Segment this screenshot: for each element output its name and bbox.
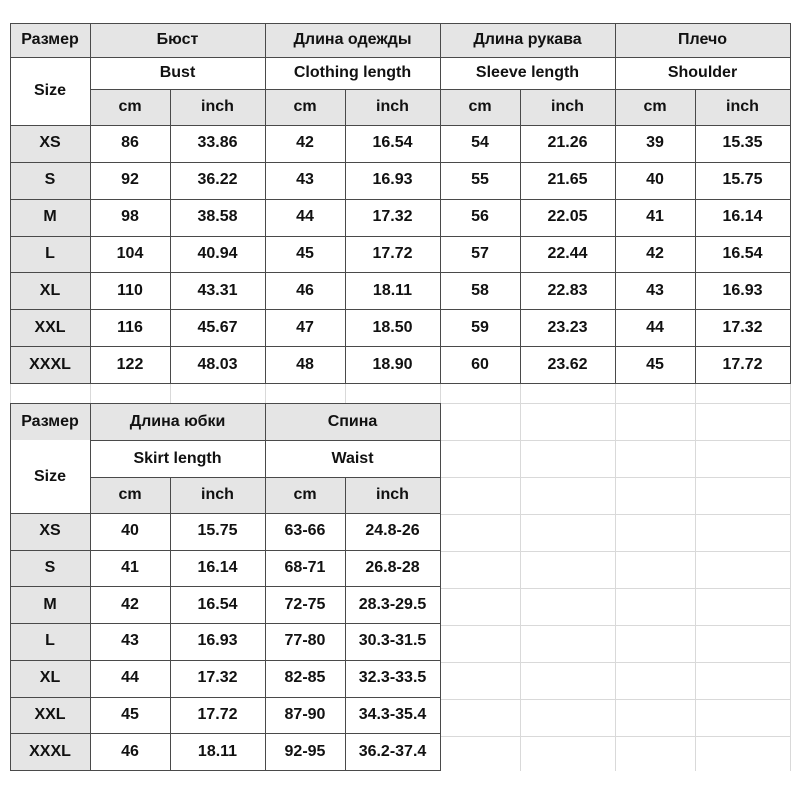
table-cell: 48 <box>296 355 314 373</box>
table-cell: 43 <box>646 281 664 299</box>
table-cell: 32.3-33.5 <box>358 669 427 687</box>
table-cell: 86 <box>121 134 139 152</box>
table-cell: 60 <box>471 355 489 373</box>
table-rule <box>170 477 171 771</box>
table-cell: 46 <box>296 281 314 299</box>
table-rule <box>10 23 11 384</box>
table-rule <box>790 23 791 384</box>
size-header-ru: Размер <box>10 403 90 440</box>
table-cell: 18.50 <box>372 318 413 336</box>
measure-header-ru: Спина <box>265 403 440 440</box>
unit-header: inch <box>345 89 440 125</box>
table-cell: 92 <box>121 171 139 189</box>
unit-header: inch <box>345 477 440 513</box>
table-cell: 72-75 <box>284 595 326 613</box>
table-rule <box>615 383 616 771</box>
size-header-ru: Размер <box>10 23 90 57</box>
table-cell: 40 <box>121 522 139 540</box>
measure-header-ru: Длина одежды <box>265 23 440 57</box>
table-cell: 82-85 <box>284 669 326 687</box>
table-rule <box>10 513 441 514</box>
table-cell: 30.3-31.5 <box>358 632 427 650</box>
table-cell: 17.72 <box>197 705 238 723</box>
unit-header: cm <box>615 89 695 125</box>
size-cell: XXL <box>10 697 90 734</box>
table-rule <box>90 383 91 404</box>
size-cell: XS <box>10 513 90 550</box>
table-cell: 59 <box>471 318 489 336</box>
table-rule <box>265 383 266 404</box>
table-cell: 44 <box>296 208 314 226</box>
table-rule <box>10 383 791 384</box>
measure-header-ru: Длина юбки <box>90 403 265 440</box>
size-cell: L <box>10 236 90 273</box>
table-rule <box>10 697 441 698</box>
table-cell: 18.90 <box>372 355 413 373</box>
table-rule <box>10 770 441 771</box>
table-cell: 28.3-29.5 <box>358 595 427 613</box>
table-cell: 36.2-37.4 <box>358 742 427 760</box>
table-rule <box>345 477 346 771</box>
table-cell: 54 <box>471 134 489 152</box>
table-cell: 45 <box>121 705 139 723</box>
table-cell: 16.93 <box>722 281 763 299</box>
table-cell: 18.11 <box>197 742 238 760</box>
table-cell: 68-71 <box>284 559 326 577</box>
table-rule <box>265 403 266 771</box>
table-cell: 17.72 <box>722 355 763 373</box>
table-rule <box>10 236 791 237</box>
measure-header-ru: Длина рукава <box>440 23 615 57</box>
table-rule <box>615 23 616 384</box>
table-cell: 16.14 <box>722 208 763 226</box>
measure-header-en: Waist <box>331 449 374 467</box>
table-cell: 77-80 <box>284 632 326 650</box>
table-cell: 56 <box>471 208 489 226</box>
table-cell: 41 <box>121 559 139 577</box>
table-cell: 42 <box>296 134 314 152</box>
unit-header: cm <box>90 89 170 125</box>
table-cell: 15.75 <box>197 522 238 540</box>
table-cell: 16.93 <box>372 171 413 189</box>
table-cell: 122 <box>116 355 144 373</box>
table-rule <box>10 550 441 551</box>
table-cell: 16.93 <box>197 632 238 650</box>
size-cell: XXXL <box>10 346 90 383</box>
table-cell: 45.67 <box>197 318 238 336</box>
table-rule <box>170 89 171 384</box>
unit-header: inch <box>520 89 615 125</box>
unit-header: inch <box>170 89 265 125</box>
table-rule <box>90 403 91 771</box>
measure-header-en: Sleeve length <box>475 64 580 81</box>
table-cell: 16.54 <box>197 595 238 613</box>
measure-header-en: Shoulder <box>667 64 738 81</box>
table-cell: 17.72 <box>372 244 413 262</box>
size-cell: XL <box>10 272 90 309</box>
unit-header: inch <box>170 477 265 513</box>
measure-header-en: Clothing length <box>293 64 412 81</box>
unit-header: cm <box>90 477 170 513</box>
table-rule <box>10 660 441 661</box>
table-cell: 43.31 <box>197 281 238 299</box>
table-cell: 39 <box>646 134 664 152</box>
table-cell: 18.11 <box>372 281 413 299</box>
size-cell: L <box>10 623 90 660</box>
table-cell: 17.32 <box>372 208 413 226</box>
table-cell: 40 <box>646 171 664 189</box>
measure-header-en: Bust <box>159 64 196 81</box>
table-cell: 44 <box>646 318 664 336</box>
table-rule <box>265 23 266 384</box>
table-cell: 38.58 <box>197 208 238 226</box>
table-cell: 92-95 <box>284 742 326 760</box>
table-cell: 116 <box>117 318 143 336</box>
unit-header: cm <box>265 477 345 513</box>
size-cell: XS <box>10 125 90 162</box>
table-cell: 17.32 <box>722 318 763 336</box>
size-label: Size <box>33 467 66 485</box>
table-cell: 40.94 <box>197 244 238 262</box>
table-rule <box>10 125 791 126</box>
table-rule <box>10 403 441 404</box>
table-rule <box>520 383 521 771</box>
unit-header: cm <box>440 89 520 125</box>
table-cell: 26.8-28 <box>365 559 420 577</box>
table-cell: 42 <box>121 595 139 613</box>
table-rule <box>790 383 791 771</box>
table-rule <box>10 162 791 163</box>
table-cell: 57 <box>471 244 489 262</box>
table-cell: 36.22 <box>197 171 238 189</box>
size-cell: S <box>10 162 90 199</box>
size-cell: XXXL <box>10 733 90 770</box>
table-cell: 21.65 <box>547 171 588 189</box>
table-rule <box>10 57 91 58</box>
table-cell: 23.62 <box>547 355 588 373</box>
table-cell: 15.75 <box>722 171 763 189</box>
measure-header-en: Skirt length <box>133 449 222 467</box>
table-rule <box>345 89 346 384</box>
table-cell: 48.03 <box>197 355 238 373</box>
table-cell: 46 <box>121 742 139 760</box>
table-rule <box>440 23 441 384</box>
table-rule <box>90 23 91 384</box>
size-cell: M <box>10 199 90 236</box>
table-rule <box>10 309 791 310</box>
size-cell: XL <box>10 660 90 697</box>
table-cell: 15.35 <box>722 134 763 152</box>
table-rule <box>440 403 441 771</box>
table-cell: 22.44 <box>547 244 588 262</box>
size-cell: M <box>10 586 90 623</box>
table-cell: 24.8-26 <box>365 522 420 540</box>
table-cell: 55 <box>471 171 489 189</box>
table-rule <box>10 272 791 273</box>
unit-header: cm <box>265 89 345 125</box>
table-cell: 22.83 <box>547 281 588 299</box>
table-rule <box>695 383 696 771</box>
size-label: Size <box>33 82 66 99</box>
table-cell: 43 <box>296 171 314 189</box>
table-cell: 47 <box>296 318 314 336</box>
table-rule <box>10 383 11 404</box>
table-cell: 44 <box>121 669 139 687</box>
table-cell: 98 <box>121 208 139 226</box>
table-cell: 110 <box>117 281 143 299</box>
table-cell: 17.32 <box>197 669 238 687</box>
size-cell: S <box>10 550 90 587</box>
table-cell: 21.26 <box>547 134 588 152</box>
table-cell: 34.3-35.4 <box>358 705 427 723</box>
table-cell: 22.05 <box>547 208 588 226</box>
table-cell: 63-66 <box>284 522 326 540</box>
table-cell: 41 <box>646 208 664 226</box>
table-rule <box>520 89 521 384</box>
table-cell: 16.54 <box>722 244 763 262</box>
table-cell: 43 <box>121 632 139 650</box>
table-rule <box>345 383 346 404</box>
measure-header-ru: Бюст <box>90 23 265 57</box>
table-cell: 33.86 <box>197 134 238 152</box>
table-rule <box>10 586 441 587</box>
table-cell: 42 <box>646 244 664 262</box>
table-cell: 58 <box>471 281 489 299</box>
table-cell: 23.23 <box>547 318 588 336</box>
unit-header: inch <box>695 89 790 125</box>
table-rule <box>10 403 11 771</box>
table-rule <box>10 733 441 734</box>
table-cell: 104 <box>116 244 144 262</box>
table-cell: 45 <box>296 244 314 262</box>
table-cell: 16.14 <box>197 559 238 577</box>
measure-header-ru: Плечо <box>615 23 790 57</box>
table-cell: 16.54 <box>372 134 413 152</box>
table-cell: 45 <box>646 355 664 373</box>
table-rule <box>170 383 171 404</box>
table-rule <box>10 23 791 24</box>
table-rule <box>695 89 696 384</box>
size-cell: XXL <box>10 309 90 346</box>
table-rule <box>10 623 441 624</box>
table-cell: 87-90 <box>284 705 326 723</box>
table-rule <box>10 346 791 347</box>
table-rule <box>10 199 791 200</box>
